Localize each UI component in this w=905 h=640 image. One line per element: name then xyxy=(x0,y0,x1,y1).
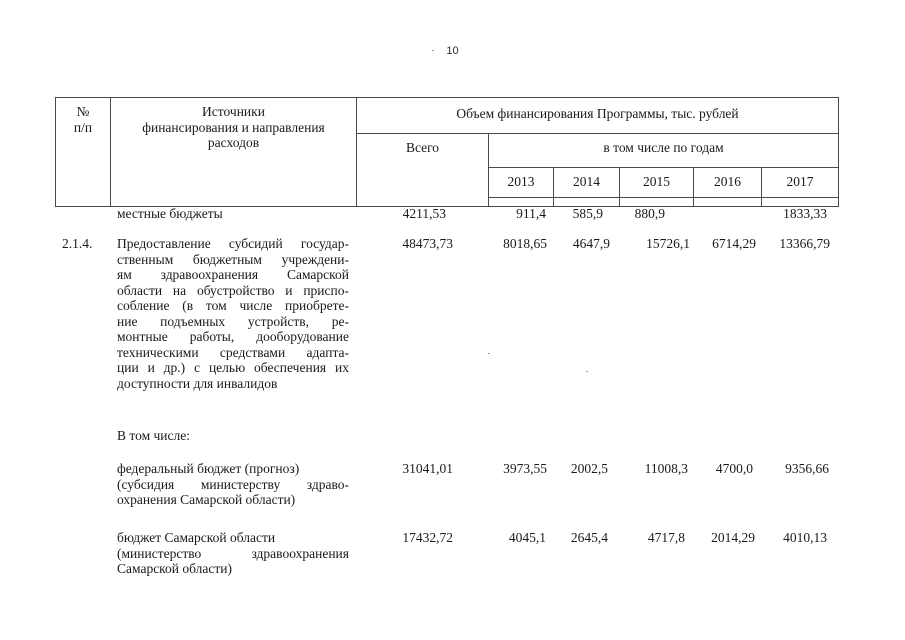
header-num-line: п/п xyxy=(73,119,93,135)
row-value-2013: 911,4 xyxy=(516,206,546,221)
header-year-2017: 2017 xyxy=(786,174,814,189)
row-text-line: собление (в том числе приобрете- xyxy=(117,298,349,313)
header-source xyxy=(111,104,356,151)
years-caption-divider xyxy=(488,167,839,168)
header-volume-caption: Объем финансирования Программы, тыс. рублей xyxy=(456,106,739,121)
row-value-2014: 2645,4 xyxy=(570,530,608,545)
table-right-border xyxy=(838,97,839,207)
row-text-line: монтные работы, дооборудование xyxy=(117,329,349,344)
row-text-line: ям здравоохранения Самарской xyxy=(117,267,349,282)
row-value-2016: 2014,29 xyxy=(711,530,755,545)
header-years-caption: в том числе по годам xyxy=(603,140,724,155)
row-value-2013: 8018,65 xyxy=(503,236,547,251)
scan-speck xyxy=(586,371,588,372)
header-source-line: Источники xyxy=(202,104,265,119)
row-value-2014: 2002,5 xyxy=(570,461,608,476)
header-source-line: расходов xyxy=(207,135,260,150)
row-value-2015: 880,9 xyxy=(634,206,665,221)
years-row-divider xyxy=(488,197,839,198)
header-year-2014: 2014 xyxy=(573,174,600,189)
page-number: 10 xyxy=(446,45,459,57)
row-number: 2.1.4. xyxy=(62,236,93,251)
row-value-2017: 13366,79 xyxy=(779,236,830,251)
header-year-2016: 2016 xyxy=(714,174,741,189)
row-value-2016: 6714,29 xyxy=(712,236,756,251)
row-text-line: доступности для инвалидов xyxy=(117,375,278,391)
row-text-line: Предоставление субсидий государ- xyxy=(117,236,349,251)
row-total: 4211,53 xyxy=(402,206,446,221)
header-num-line: № xyxy=(76,104,90,119)
row-value-2014: 4647,9 xyxy=(572,236,610,251)
row-value-2017: 9356,66 xyxy=(785,461,829,476)
row-text-line: (министерство здравоохранения xyxy=(117,545,349,561)
header-num xyxy=(56,104,110,135)
row-value-2015: 11008,3 xyxy=(644,461,688,476)
row-value-2017: 1833,33 xyxy=(783,206,827,221)
header-total: Всего xyxy=(405,140,440,155)
header-year-2013: 2013 xyxy=(507,174,535,189)
table-row-source xyxy=(117,236,349,391)
scan-speck xyxy=(432,50,434,51)
row-value-2015: 15726,1 xyxy=(646,236,690,251)
volume-caption-divider xyxy=(356,133,839,134)
row-total: 31041,01 xyxy=(402,461,453,476)
row-value-2017: 4010,13 xyxy=(783,530,827,545)
row-total: 17432,72 xyxy=(402,530,453,545)
header-year-2015: 2015 xyxy=(643,174,670,189)
row-value-2013: 3973,55 xyxy=(503,461,547,476)
header-source-line: финансирования и направления xyxy=(142,119,325,135)
table-row-source xyxy=(117,530,349,577)
row-text-line: ние подъемных устройств, ре- xyxy=(117,313,349,329)
row-value-2015: 4717,8 xyxy=(647,530,685,545)
row-text-line: области на обустройство и приспо- xyxy=(117,282,349,298)
row-text-line: Самарской области) xyxy=(117,561,233,576)
table-top-border xyxy=(55,97,839,98)
row-text-line: (субсидия министерству здраво- xyxy=(117,476,349,492)
row-text-line: бюджет Самарской области xyxy=(117,530,276,545)
scan-speck xyxy=(488,353,490,354)
row-text-line: охранения Самарской области) xyxy=(117,492,296,507)
row-text-line: местные бюджеты xyxy=(117,206,223,221)
row-value-2014: 585,9 xyxy=(572,206,603,221)
row-total: 48473,73 xyxy=(402,236,453,251)
row-text-line: ции и др.) с целью обеспечения их xyxy=(117,360,349,375)
subtotal-caption: В том числе: xyxy=(117,428,190,443)
row-text-line: техническими средствами адапта- xyxy=(117,344,349,360)
table-row-source xyxy=(117,206,349,222)
row-text-line: федеральный бюджет (прогноз) xyxy=(117,461,300,476)
row-text-line: ственным бюджетным учреждени- xyxy=(117,251,349,267)
row-value-2016: 4700,0 xyxy=(715,461,753,476)
table-row-source xyxy=(117,461,349,508)
row-value-2013: 4045,1 xyxy=(508,530,546,545)
